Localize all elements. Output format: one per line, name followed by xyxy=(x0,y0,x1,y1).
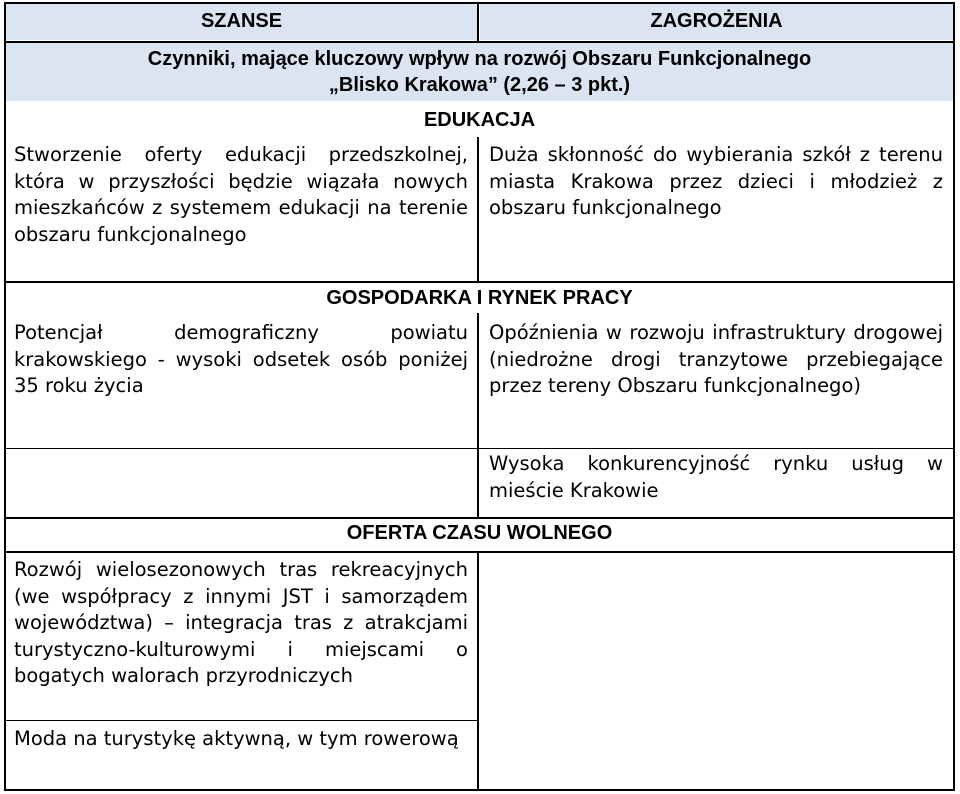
border-center-header xyxy=(477,4,479,41)
border-right xyxy=(953,2,955,791)
border-bottom xyxy=(4,789,955,791)
cell-edukacja-zagrozenia: Duża skłonność do wybierania szkół z terenu miasta Krakowa przez dzieci i młodzież z obszaru funkcjonalnego xyxy=(489,143,943,219)
cell-edukacja-szanse: Stworzenie oferty edukacji przedszkolnej, która w przyszłości będzie wiązała nowych mieszkańców z systemem edukacji na terenie obszaru funkcjonalnego xyxy=(14,143,468,246)
border-center-edu xyxy=(477,137,479,281)
border-center-oferta xyxy=(477,551,479,789)
cell-oferta-szanse-1: Rozwój wielosezonowych tras rekreacyjnych (we współpracy z innymi JST i samorządem województwa) – integracja tras z atrakcjami turystyczno-kulturowymi i miejscami o bogatych walorach przyrodniczych xyxy=(14,558,468,687)
border-center-gosp xyxy=(477,313,479,517)
table-title-line2: „Blisko Krakowa” (2,26 – 3 pkt.) xyxy=(328,74,631,96)
table-title-line1: Czynniki, mające kluczowy wpływ na rozwój Obszaru Funkcjonalnego xyxy=(147,48,812,70)
cell-gospodarka-zagrozenia-1: Opóźnienia w rozwoju infrastruktury drogowej (niedrożne drogi tranzytowe przebiegające przez tereny Obszaru funkcjonalnego) xyxy=(489,321,943,397)
border-under-gosp-left-a xyxy=(6,448,478,449)
border-under-gosp-right xyxy=(478,448,955,449)
section-oferta: OFERTA CZASU WOLNEGO xyxy=(346,522,613,544)
header-zagrozenia: ZAGROŻENIA xyxy=(650,10,783,32)
header-szanse: SZANSE xyxy=(200,10,283,32)
border-under-oferta-sec xyxy=(4,551,955,553)
section-gospodarka: GOSPODARKA I RYNEK PRACY xyxy=(326,287,633,309)
border-above-oferta xyxy=(4,517,955,519)
border-top xyxy=(4,2,955,4)
border-mid-oferta-left xyxy=(4,720,479,721)
border-under-edu xyxy=(4,281,955,283)
section-edukacja: EDUKACJA xyxy=(423,109,536,131)
border-under-header xyxy=(4,41,955,43)
cell-oferta-szanse-2: Moda na turystykę aktywną, w tym rowerową xyxy=(14,727,459,750)
cell-gospodarka-zagrozenia-2: Wysoka konkurencyjność rynku usług w mieście Krakowie xyxy=(489,452,943,502)
cell-gospodarka-szanse: Potencjał demograficzny powiatu krakowskiego - wysoki odsetek osób poniżej 35 roku życia xyxy=(14,321,468,397)
